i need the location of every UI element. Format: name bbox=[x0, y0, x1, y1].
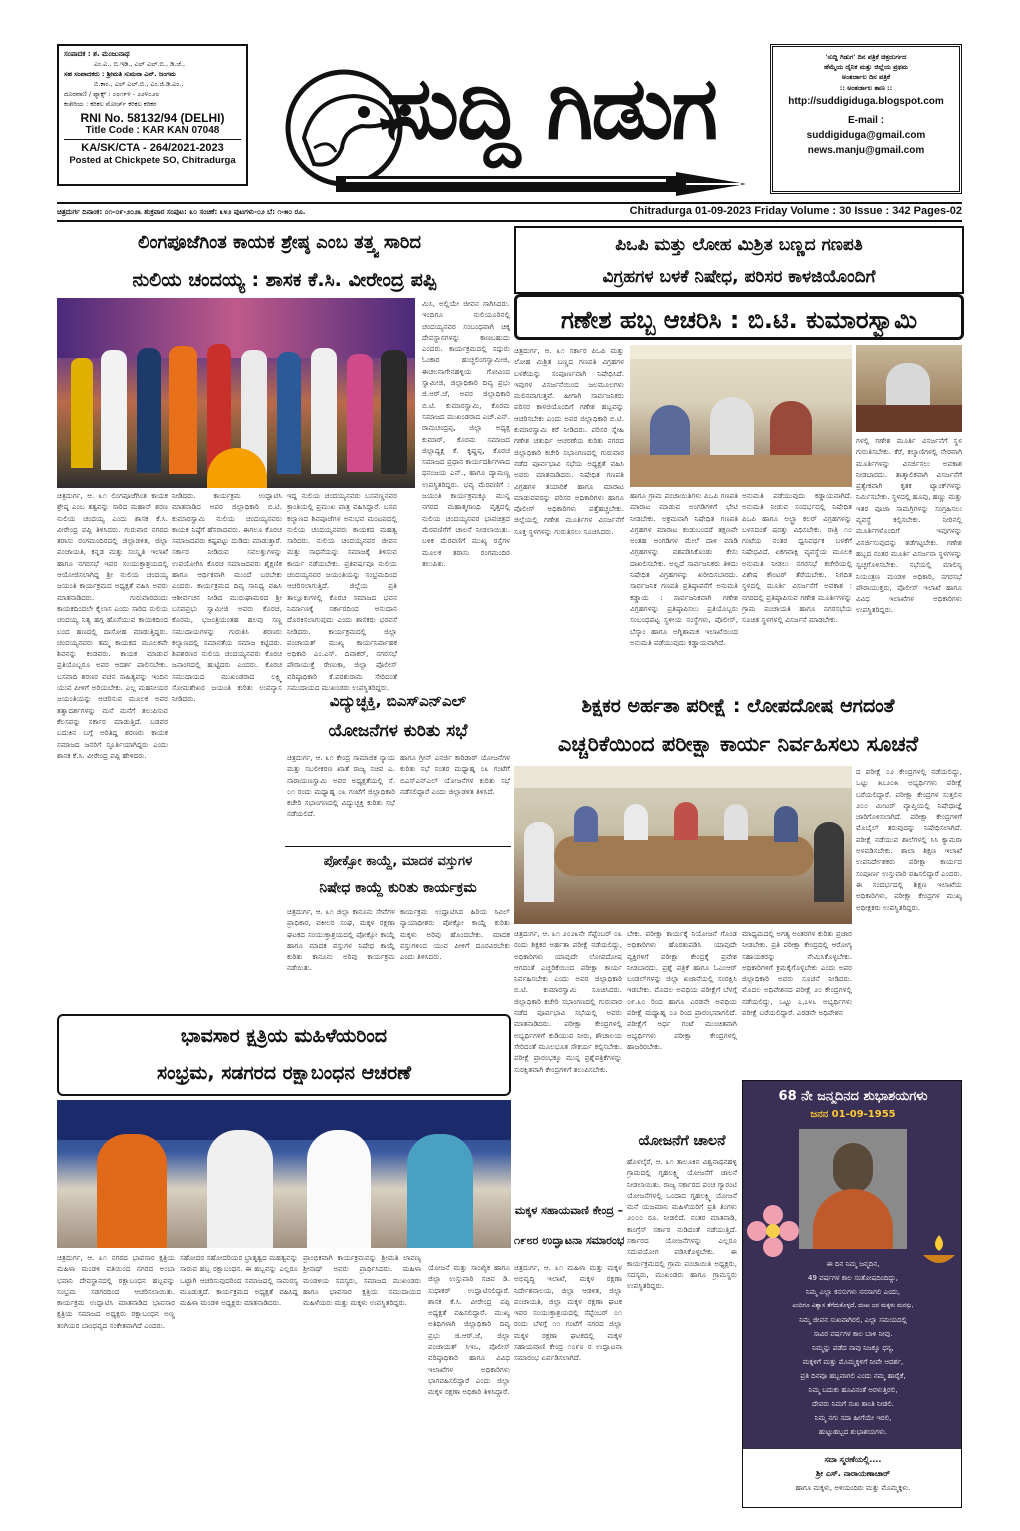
a5-col3-text: ಪ್ರಾಂಭಿಕವಾಗಿ ಕಾರ್ಯಕ್ರಮವನ್ನು ಶ್ರೀಮತಿ ಲಾವಣ್ಯ ಶ್ರೀನಾಥ್ ಅವರು ಪ್ರಾರ್ಥಿಸಿದರು. ಮಹಿಳಾ ಮಂಡಳಿಯ ಸದಸ್ಯರು, ಸಮಾಜದ ಮುಖಂಡರು ಹಾಗೂ ಭಾವಸಾರ ಕ್ಷತ್ರಿಯ ಸಮುದಾಯದ ಮಹಿಳೆಯರು ಮತ್ತು ಮಕ್ಕಳು ಉಪಸ್ಥಿತರಿದ್ದರು. bbox=[303, 1253, 421, 1308]
a4-headline-1: ಪೋಕ್ಸೋ ಕಾಯ್ದೆ, ಮಾದಕ ವಸ್ತುಗಳ bbox=[323, 854, 473, 869]
rni-number: RNI No. 58132/94 (DELHI) bbox=[80, 111, 225, 125]
wisher-family: ಹಾಗೂ ಮಕ್ಕಳು, ಅಳಿಯಂದಿರು ಮತ್ತು ಮೊಮ್ಮಕ್ಕಳು. bbox=[795, 1484, 911, 1492]
masthead-left-line: ಕಚೇರಿಯ : ಕರಿಕಲ ಮೋರ್ಚ್ ಕರಿಕಲ ಕರಿಕರ bbox=[64, 100, 157, 108]
a1-col3-text: ಇದ್ದ ನುಲಿಯ ಚಂದಯ್ಯನವರು ಬಸವಣ್ಣನವರ ಕ್ರಾಂತಿಯಲ್ಲಿ ಪ್ರಮುಖ ಪಾತ್ರ ವಹಿಸಿದ್ದಾರೆ. ಬಸವ ಕಲ್ಯಾಣದ ಶಿವಪೂಜೆಗಳ ಅನುಭವ ಮಂಟಪದಲ್ಲಿ ನುಲಿಯ ಚಂದಯ್ಯನವರು ಕಾಯಕದ ಮಹತ್ವ ಸಾರಿದರು. ನುಲಿಯ ಚಂದಯ್ಯನವರ ಜೀವನ ಮತ್ತು ಸಾಧನೆಯನ್ನು ಸಮಾಜಕ್ಕೆ ತಿಳಿಸುವ ಕಾರ್ಯ ನಡೆಯಬೇಕು. ಪ್ರತಿವರ್ಷವೂ ನುಲಿಯ ಚಂದಯ್ಯನವರ ಜಯಂತಿಯನ್ನು ಸಂಭ್ರಮದಿಂದ ಆಚರಿಸಲಾಗುತ್ತಿದೆ. ಜಿಲ್ಲೆಯ ಪ್ರತಿ ತಾಲ್ಲೂಕುಗಳಲ್ಲಿ ಕೊರಚ ಸಮಾಜದ ಭವನ ನಿರ್ಮಾಣಕ್ಕೆ ಸರ್ಕಾರದಿಂದ ಅನುದಾನ ದೊರಕಿಸಲಾಗುವುದು ಎಂದು ಶಾಸಕರು ಭರವಸೆ ನೀಡಿದರು. ಕಾರ್ಯಕ್ರಮದಲ್ಲಿ ಜಿಲ್ಲಾ ಪಂಚಾಯತ್ ಮುಖ್ಯ ಕಾರ್ಯನಿರ್ವಾಹಕ ಅಧಿಕಾರಿ ಎಂ.ಎಸ್. ದಿವಾಕರ್, ನಗರಸಭೆ ಪೌರಾಯುಕ್ತೆ ರೇಣುಕಾ, ಜಿಲ್ಲಾ ಪೊಲೀಸ್ ವರಿಷ್ಠಾಧಿಕಾರಿ ಕೆ.ಪರಶುರಾಮ ಸೇರಿದಂತೆ ಸಮುದಾಯದ ಮುಖಂಡರು ಉಪಸ್ಥಿತರಿದ್ದರು. bbox=[287, 491, 397, 693]
a6-headline-1: ಶಿಕ್ಷಕರ ಅರ್ಹತಾ ಪರೀಕ್ಷೆ : ಲೋಪದೋಷ ಆಗದಂತೆ bbox=[581, 695, 895, 717]
a8-headline-2: ೧೯೮ರ ಉದ್ಘಾಟನಾ ಸಮಾರಂಭ bbox=[514, 1234, 624, 1247]
a8-headline-1: ಮಕ್ಕಳ ಸಹಾಯವಾಣಿ ಕೇಂದ್ರ – bbox=[514, 1204, 624, 1217]
a2-col4-text: ಗಳಲ್ಲಿ ಗಣೇಶ ಮೂರ್ತಿ ವಿಸರ್ಜನೆಗೆ ಸ್ಥಳ ಗುರುತಿಸಬೇಕು. ಕೆರೆ, ಕಲ್ಯಾಣಿಗಳಲ್ಲಿ ನೇರವಾಗಿ ಮೂರ್ತಿಗಳನ್ನು ವಿಸರ್ಜಿಸಲು ಅವಕಾಶ ನೀಡಬಾರದು. ತಾತ್ಕಾಲಿಕವಾಗಿ ವಿಸರ್ಜನೆಗೆ ಪ್ರತ್ಯೇಕವಾಗಿ ಕೃತಕ ಟ್ಯಾಂಕ್‌ಗಳನ್ನು ನಿರ್ಮಿಸಬೇಕು. ಸ್ಥಳದಲ್ಲಿ ಹೂವು, ಹಣ್ಣು ಮತ್ತು ಇತರ ಪೂಜಾ ಸಾಮಗ್ರಿಗಳನ್ನು ಸಂಗ್ರಹಿಸಲು ವ್ಯವಸ್ಥೆ ಕಲ್ಪಿಸಬೇಕು. ನೀರಿನಲ್ಲಿ ಮೂರ್ತಿಗಳೊಂದಿಗೆ ಇವುಗಳನ್ನು ವಿಸರ್ಜಿಸುವುದನ್ನು ತಡೆಗಟ್ಟಬೇಕು. ಗಣೇಶ ಹಬ್ಬದ ನಂತರ ಮೂರ್ತಿ ವಿಸರ್ಜನಾ ಸ್ಥಳಗಳನ್ನು ಸ್ವಚ್ಛಗೊಳಿಸಬೇಕು. ಸಭೆಯಲ್ಲಿ ಮಾಲಿನ್ಯ ನಿಯಂತ್ರಣ ಮಂಡಳಿ ಅಧಿಕಾರಿ, ನಗರಸಭೆ ಪೌರಾಯುಕ್ತರು, ಪೊಲೀಸ್ ಇಲಾಖೆ ಹಾಗೂ ವಿವಿಧ ಇಲಾಖೆಗಳ ಅಧಿಕಾರಿಗಳು ಉಪಸ್ಥಿತರಿದ್ದರು. bbox=[856, 436, 962, 615]
masthead-left-line: ಎಂ.ಎ., ಬಿ.ಇಡಿ., ಎಲ್ ಎಲ್.ಬಿ., ಡಿ.ಜೆ., bbox=[94, 60, 186, 68]
masthead-left-line: ದೂರವಾಣಿ / ಫ್ಯಾಕ್ಸ್ : ೦೮೧೯೪ - ೨೨೪೦೨೮ bbox=[64, 90, 160, 98]
masthead-right-line: 'ಸುದ್ದಿ ಗಿಡುಗ' ದಿನ ಪತ್ರಿಕೆ ಚಿತ್ರದುರ್ಗದ bbox=[825, 53, 907, 61]
a8-col2-text: ಯೋಜನೆ ಮತ್ತು ಸಾಂಖ್ಯಿಕ ಹಾಗೂ ಜಿಲ್ಲಾ ಉಸ್ತುವಾರಿ ಸಚಿವ ಡಿ. ಸುಧಾಕರ್ ಉದ್ಘಾಟಿಸಲಿದ್ದಾರೆ. ಶಾಸಕ ಕೆ.ಸಿ. ವೀರೇಂದ್ರ ಪಪ್ಪಿ ಅಧ್ಯಕ್ಷತೆ ವಹಿಸಲಿದ್ದಾರೆ. ಮುಖ್ಯ ಅತಿಥಿಗಳಾಗಿ ಜಿಲ್ಲಾಧಿಕಾರಿ ದಿವ್ಯ ಪ್ರಭು ಜಿ.ಆರ್.ಜೆ, ಜಿಲ್ಲಾ ಪಂಚಾಯತ್ ಸಿಇಒ, ಪೊಲೀಸ್ ವರಿಷ್ಠಾಧಿಕಾರಿ ಹಾಗೂ ವಿವಿಧ ಇಲಾಖೆಗಳ ಅಧಿಕಾರಿಗಳು ಭಾಗವಹಿಸಲಿದ್ದಾರೆ ಎಂದು ಜಿಲ್ಲಾ ಮಕ್ಕಳ ರಕ್ಷಣಾ ಅಧಿಕಾರಿ ತಿಳಿಸಿದ್ದಾರೆ. bbox=[428, 1263, 510, 1397]
birthday-line: ಮಕ್ಕಳಿಗೆ ಮತ್ತು ಮೊಮ್ಮಕ್ಕಳಿಗೆ ನೀವೇ ಆದರ್ಶ, bbox=[802, 1358, 904, 1366]
birthday-line: ನಿಮ್ಮ ಬದುಕು ಹೂವಿನಂತೆ ಅರಳುತ್ತಿರಲಿ, bbox=[808, 1386, 898, 1394]
a2-headline-2: ವಿಗ್ರಹಗಳ ಬಳಕೆ ನಿಷೇಧ, ಪರಿಸರ ಕಾಳಜಿಯೊಂದಿಗೆ bbox=[514, 260, 964, 294]
a2-col2-text: ಹಾಗೂ ಗ್ರಾಮ ಪಂಚಾಯಿತಿಗಳು ಪಿಒಪಿ ಗಣಪತಿ ಮಾರಾಟ ಮಾಡುವ ಅಂಗಡಿಗಳಿಗೆ ಭೇಟಿ ನೀಡಬೇಕು. ಅಕ್ರಮವಾಗಿ ನಿಷೇಧಿತ ಗಣಪತಿ ವಿಗ್ರಹಗಳ ಮಾರಾಟ ಕಂಡುಬಂದರೆ ತಕ್ಷಣವೇ ಅಂತಹ ಅಂಗಡಿಗಳ ಮೇಲೆ ದಾಳಿ ಮಾಡಿ ವಿಗ್ರಹಗಳನ್ನು ವಶಪಡಿಸಿಕೊಂಡು ಕೇಸು ದಾಖಲಿಸಬೇಕು. ಅಲ್ಲದೆ ಸಾರ್ವಜನಿಕರು ತಿಳಿದು ನಿಷೇಧಿತ ವಿಗ್ರಹಗಳನ್ನು ಖರೀದಿಸಬಾರದು. ಸಾರ್ವಜನಿಕ ಗಣಪತಿ ಪ್ರತಿಷ್ಠಾಪನೆಗೆ ಅನುಮತಿ ಕಡ್ಡಾಯ : ಸಾರ್ವಜನಿಕವಾಗಿ ಗಣೇಶ ವಿಗ್ರಹಗಳನ್ನು ಪ್ರತಿಷ್ಠಾಪಿಸಲು ಪ್ರತಿಯೊಬ್ಬರು ಸಂಬಂಧಪಟ್ಟ ಸ್ಥಳೀಯ ಸಂಸ್ಥೆಗಳು, ಪೊಲೀಸ್, ಬೆಸ್ಕಾಂ ಹಾಗೂ ಅಗ್ನಿಶಾಮಕ ಇಲಾಖೆಯಿಂದ ಅನುಮತಿ ಪಡೆಯುವುದು ಕಡ್ಡಾಯವಾಗಿದೆ. bbox=[630, 491, 738, 647]
logo-title: ಸುದ್ದಿ ಗಿಡುಗ bbox=[386, 59, 717, 159]
a5-headline-2: ಸಂಭ್ರಮ, ಸಡಗರದ ರಕ್ಷಾಬಂಧನ ಆಚರಣೆ bbox=[156, 1062, 412, 1084]
pen-nib-icon bbox=[326, 166, 756, 202]
a6-col1-text: ಚಿತ್ರದುರ್ಗ, ಆ. ೩೧ ೨೦೨೩ನೇ ಸೆಪ್ಟೆಂಬರ್ ೦೩ ರಂದು ಶಿಕ್ಷಕರ ಅರ್ಹತಾ ಪರೀಕ್ಷೆ ನಡೆಯಲಿದ್ದು, ಅಧಿಕಾರಿಗಳು ಯಾವುದೇ ಲೋಪದೋಷ ಆಗದಂತೆ ಎಚ್ಚರಿಕೆಯಿಂದ ಪರೀಕ್ಷಾ ಕಾರ್ಯ ನಿರ್ವಹಿಸಬೇಕು ಎಂದು ಅಪರ ಜಿಲ್ಲಾಧಿಕಾರಿ ಬಿ.ಟಿ. ಕುಮಾರಸ್ವಾಮಿ ಸೂಚಿಸಿದರು. ಜಿಲ್ಲಾಧಿಕಾರಿ ಕಚೇರಿ ಸಭಾಂಗಣದಲ್ಲಿ ಗುರುವಾರ ನಡೆದ ಪೂರ್ವಭಾವಿ ಸಭೆಯಲ್ಲಿ ಅವರು ಮಾತನಾಡಿದರು. ಪರೀಕ್ಷಾ ಕೇಂದ್ರಗಳಲ್ಲಿ ಅಭ್ಯರ್ಥಿಗಳಿಗೆ ಕುಡಿಯುವ ನೀರು, ಶೌಚಾಲಯ ಸೇರಿದಂತೆ ಮೂಲಭೂತ ಸೌಕರ್ಯ ಕಲ್ಪಿಸಬೇಕು. ಪರೀಕ್ಷೆ ಪ್ರಾರಂಭಕ್ಕೂ ಮುನ್ನ ಪ್ರಶ್ನೆಪತ್ರಿಕೆಗಳನ್ನು ಸುರಕ್ಷಿತವಾಗಿ ಕೇಂದ್ರಗಳಿಗೆ ತಲುಪಿಸಬೇಕು. bbox=[514, 929, 622, 1074]
dateline-english: Chitradurga 01-09-2023 Friday Volume : 30 Issue : 342 Pages-02 bbox=[629, 205, 962, 217]
a4-headline-2: ನಿಷೇಧ ಕಾಯ್ದೆ ಕುರಿತು ಕಾರ್ಯಕ್ರಮ bbox=[319, 880, 477, 896]
a3-col1-text: ಚಿತ್ರದುರ್ಗ, ಆ. ೩೧ ಕೇಂದ್ರ ಸಾಮಾಜಿಕ ನ್ಯಾಯ ಮತ್ತು ಸಬಲೀಕರಣ ಖಾತೆ ರಾಜ್ಯ ಸಚಿವ ಎ. ನಾರಾಯಣಸ್ವಾಮಿ ಅವರ ಅಧ್ಯಕ್ಷತೆಯಲ್ಲಿ ಸೆ. ೦೧ ರಂದು ಮಧ್ಯಾಹ್ನ ೦೩ ಗಂಟೆಗೆ ಜಿಲ್ಲಾಧಿಕಾರಿ ಕಚೇರಿ ಸಭಾಂಗಣದಲ್ಲಿ ವಿದ್ಯುಚ್ಛಕ್ತಿ ಕುರಿತು ಸಭೆ ನಡೆಯಲಿದೆ. bbox=[287, 753, 395, 819]
birthday-line: ಸಾವಿರ ವರ್ಷಗಳ ಕಾಲ ಬಾಳಿ ನೀವು. bbox=[813, 1330, 893, 1338]
a5-photo bbox=[57, 1100, 511, 1248]
birthday-ad-footer bbox=[743, 1449, 962, 1508]
a1-col1-text: ಚಿತ್ರದುರ್ಗ, ಆ. ೩೧ ಲಿಂಗಪೂಜೆಗಿಂತ ಕಾಯಕ ಶ್ರೇಷ್ಠ ಎಂಬ ತತ್ವವನ್ನು ಸಾರಿದ ಮಹಾನ್ ಶರಣ ನುಲಿಯ ಚಂದಯ್ಯ ಎಂದು ಶಾಸಕ ಕೆ.ಸಿ. ವೀರೇಂದ್ರ ಪಪ್ಪಿ ತಿಳಿಸಿದರು. ಗುರುವಾರ ನಗರದ ತರಾಸು ರಂಗಮಂದಿರದಲ್ಲಿ ಜಿಲ್ಲಾಡಳಿತ, ಜಿಲ್ಲಾ ಪಂಚಾಯತಿ, ಕನ್ನಡ ಮತ್ತು ಸಂಸ್ಕೃತಿ ಇಲಾಖೆ ಹಾಗೂ ನಗರಸಭೆ ಇವರ ಸಂಯುಕ್ತಾಶ್ರಯದಲ್ಲಿ ಆಯೋಜಿಸಲಾಗಿದ್ದ ಶ್ರೀ ನುಲಿಯ ಚಂದಯ್ಯ ಜಯಂತಿ ಕಾರ್ಯಕ್ರಮದ ಅಧ್ಯಕ್ಷತೆ ವಹಿಸಿ ಅವರು ಮಾತನಾಡಿದರು. ಗುರುವಾರದಂದು ಕಾಯಕದಿಂದಲೇ ಕೈಲಾಸ ಎಂದು ಸಾರಿದ ನುಲಿಯ ಚಂದಯ್ಯ ನಿತ್ಯ ಹಗ್ಗ ಹೊಸೆಯುವ ಕಾಯಕದಿಂದ ಬಂದ ಹಣದಲ್ಲಿ ದಾಸೋಹ ಮಾಡುತ್ತಿದ್ದರು. ಚಂದಯ್ಯನವರು ತಮ್ಮ ಕಾಯಕದ ಮೂಲಕವೇ ಶಿವನನ್ನು ಕಂಡವರು. ಕಾಯಕ ಮಾಡುವ ಪ್ರತಿಯೊಬ್ಬರೂ ಅವರ ಆದರ್ಶ ಪಾಲಿಸಬೇಕು. ಬಸವಾದಿ ಶರಣರ ವಚನ ಸಾಹಿತ್ಯವನ್ನು ಇಂದಿನ ಯುವ ಪೀಳಿಗೆ ಅರಿಯಬೇಕು. ಎಲ್ಲ ಮಹನೀಯರ ಜಯಂತಿಯನ್ನು ಆಚರಿಸುವ ಮೂಲಕ ಅವರ ತತ್ವಾದರ್ಶಗಳನ್ನು ಮನೆ ಮನೆಗೆ ತಲುಪಿಸುವ ಕೆಲಸವನ್ನು ಸರ್ಕಾರ ಮಾಡುತ್ತಿದೆ. ಬಡವರ ಬದುಕಿನ ಬಗ್ಗೆ ಅರಿತಿದ್ದ ಶರಣರು ಕಾಯಕ ಸಮಾಜದ ಜನರಿಗೆ ಸ್ಫೂರ್ತಿಯಾಗಿದ್ದರು ಎಂದು ಶಾಸಕ ಕೆ.ಸಿ. ವೀರೇಂದ್ರ ಪಪ್ಪಿ ಹೇಳಿದರು. bbox=[57, 491, 168, 760]
flower-icon bbox=[743, 1201, 803, 1261]
masthead-right-box bbox=[770, 44, 962, 194]
a2-headline-1: ಪಿಒಪಿ ಮತ್ತು ಲೋಹ ಮಿಶ್ರಿತ ಬಣ್ಣದ ಗಣಪತಿ bbox=[514, 226, 964, 260]
email-label: E-mail : bbox=[847, 115, 885, 126]
birthday-ad-date: ಜನನ 01-09-1955 bbox=[810, 1109, 896, 1120]
a5-headline-box bbox=[57, 1014, 511, 1096]
birthday-ad-title: 68 ನೇ ಜನ್ಮದಿನದ ಶುಭಾಶಯಗಳು bbox=[778, 1089, 928, 1104]
a7-headline: ಯೋಜನೆಗೆ ಚಾಲನೆ bbox=[638, 1133, 726, 1149]
masthead-left-line: ಬಿ.ಕಾಂ., ಎಲ್ ಎಲ್.ಬಿ., ಎಂ.ಜಿ.ಡಿ.ಎಂ., bbox=[94, 80, 184, 88]
rule bbox=[285, 846, 511, 847]
birthday-line: ನಿಮ್ಮ ಎಲ್ಲಾ ಕನಸುಗಳು ನನಸಾಗಲಿ ಎಂದು, bbox=[805, 1288, 901, 1296]
birthday-ad bbox=[742, 1080, 962, 1508]
a1-headline-2: ನುಲಿಯ ಚಂದಯ್ಯ : ಶಾಸಕ ಕೆ.ಸಿ. ವೀರೇಂದ್ರ ಪಪ್ಪಿ bbox=[132, 269, 437, 291]
birthday-line: ಪ್ರತಿ ದಿನವೂ ಹಬ್ಬವಾಗಲಿ ಎಂದು ನಮ್ಮ ಹಾರೈಕೆ, bbox=[800, 1372, 906, 1380]
a5-col2-text: ಸಹೋದರ ಸಹೋದರಿಯರ ಭ್ರಾತೃತ್ವದ ಮಹತ್ವವನ್ನು ಸಾರುವ ಹಬ್ಬ ರಕ್ಷಾಬಂಧನ. ಈ ಹಬ್ಬವನ್ನು ಎಲ್ಲರೂ ಒಟ್ಟಾಗಿ ಆಚರಿಸುವುದರಿಂದ ಸಮಾಜದಲ್ಲಿ ಸಾಮರಸ್ಯ ಮೂಡುತ್ತದೆ. ಕಾರ್ಯಕ್ರಮದ ಅಧ್ಯಕ್ಷತೆ ವಹಿಸಿದ್ದ ಮಹಿಳಾ ಮಂಡಳಿ ಅಧ್ಯಕ್ಷರು ಮಾತನಾಡಿದರು. bbox=[180, 1253, 298, 1308]
masthead-right-line: ಅಂತರ್ಜಾಲ ದಿನ ಪತ್ರಿಕೆ bbox=[841, 73, 891, 81]
a2-col1-text: ಚಿತ್ರದುರ್ಗ, ಆ. ೩೧ ಸರ್ಕಾರ ಪಿಒಪಿ ಮತ್ತು ಲೋಹ ಮಿಶ್ರಿತ ಬಣ್ಣದ ಗಣಪತಿ ವಿಗ್ರಹಗಳ ಬಳಕೆಯನ್ನು ಸಂಪೂರ್ಣವಾಗಿ ನಿಷೇಧಿಸಿದೆ. ಇವುಗಳ ವಿಸರ್ಜನೆಯಿಂದ ಜಲಮೂಲಗಳು ಮಲಿನವಾಗುತ್ತವೆ. ಹೀಗಾಗಿ ಸಾರ್ವಜನಿಕರು ಪರಿಸರ ಕಾಳಜಿಯೊಂದಿಗೆ ಗಣೇಶ ಹಬ್ಬವನ್ನು ಆಚರಿಸಬೇಕು ಎಂದು ಅಪರ ಜಿಲ್ಲಾಧಿಕಾರಿ ಬಿ.ಟಿ. ಕುಮಾರಸ್ವಾಮಿ ಕರೆ ನೀಡಿದರು. ಪರಿಸರ ಸ್ನೇಹಿ ಗಣೇಶ ಚತುರ್ಥಿ ಆಚರಣೆಯ ಕುರಿತು ನಗರದ ಜಿಲ್ಲಾಧಿಕಾರಿ ಕಚೇರಿ ಸಭಾಂಗಣದಲ್ಲಿ ಗುರುವಾರ ನಡೆದ ಪೂರ್ವಭಾವಿ ಸಭೆಯ ಅಧ್ಯಕ್ಷತೆ ವಹಿಸಿ ಅವರು ಮಾತನಾಡಿದರು. ನಿಷೇಧಿತ ಗಣಪತಿ ವಿಗ್ರಹಗಳ ತಯಾರಿಕೆ ಹಾಗೂ ಮಾರಾಟ ಮಾಡುವವರನ್ನು ಪರಿಸರ ಅಧಿಕಾರಿಗಳು ಹಾಗೂ ಪೊಲೀಸ್ ಅಧಿಕಾರಿಗಳು ಪತ್ತೆಹಚ್ಚಬೇಕು. ಜಿಲ್ಲೆಯಲ್ಲಿ ಗಣೇಶ ಮೂರ್ತಿಗಳ ವಿಸರ್ಜನೆಗೆ ಸೂಕ್ತ ಸ್ಥಳಗಳನ್ನು ಗುರುತಿಸಲು ಸೂಚಿಸಿದರು. bbox=[514, 346, 624, 536]
email-link[interactable]: news.manju@gmail.com bbox=[807, 145, 925, 156]
a5-headline-1: ಭಾವಸಾರ ಕ್ಷತ್ರಿಯ ಮಹಿಳೆಯರಿಂದ bbox=[180, 1025, 388, 1047]
wisher-label: ಸದಾ ಸ್ಮರಣೆಯಲ್ಲಿ.... bbox=[824, 1455, 882, 1464]
a2-headline-3: ಗಣೇಶ ಹಬ್ಬ ಆಚರಿಸಿ : ಬಿ.ಟಿ. ಕುಮಾರಸ್ವಾಮಿ bbox=[514, 294, 964, 340]
birthday-line: ನಿಮ್ಮನ್ನು ಪಡೆದ ನಾವು ನಿಜಕ್ಕೂ ಧನ್ಯ, bbox=[812, 1344, 894, 1352]
a2-photo-meeting bbox=[630, 345, 852, 487]
a2-headline-block bbox=[514, 226, 964, 346]
a8-col1-text: ಚಿತ್ರದುರ್ಗ, ಆ. ೩೧ ಮಹಿಳಾ ಮತ್ತು ಮಕ್ಕಳ ಅಭಿವೃದ್ಧಿ ಇಲಾಖೆ, ಮಕ್ಕಳ ರಕ್ಷಣಾ ನಿರ್ದೇಶನಾಲಯ, ಜಿಲ್ಲಾ ಆಡಳಿತ, ಜಿಲ್ಲಾ ಪಂಚಾಯತಿ, ಜಿಲ್ಲಾ ಮಕ್ಕಳ ರಕ್ಷಣಾ ಘಟಕ ಇವರ ಸಂಯುಕ್ತಾಶ್ರಯದಲ್ಲಿ ಸೆಪ್ಟೆಂಬರ್ ೦೧ ರಂದು ಬೆಳಗ್ಗೆ ೧೧ ಗಂಟೆಗೆ ನಗರದ ಜಿಲ್ಲಾ ಮಕ್ಕಳ ರಕ್ಷಣಾ ಘಟಕದಲ್ಲಿ ಮಕ್ಕಳ ಸಹಾಯವಾಣಿ ಕೇಂದ್ರ ೧೦೯೮ ರ ಉದ್ಘಾಟನಾ ಸಮಾರಂಭ ಏರ್ಪಡಿಸಲಾಗಿದೆ. bbox=[514, 1263, 622, 1363]
a3-col2-text: ಹಾಗೂ ಗ್ರೀನ್ ಎನರ್ಜಿ ಕಾರಿಡಾರ್ ಯೋಜನೆಗಳ ಕುರಿತು ಸಭೆ ನಂತರ ಮಧ್ಯಾಹ್ನ ೦೩ ಗಂಟೆಗೆ ಬಿಎಸ್‌ಎನ್‌ಎಲ್ ಯೋಜನೆಗಳ ಕುರಿತು ಸಭೆ ನಡೆಸಲಿದ್ದಾರೆ ಎಂದು ಜಿಲ್ಲಾಡಳಿತ ತಿಳಿಸಿದೆ. bbox=[400, 753, 510, 796]
birthday-line: ನಿಮ್ಮ ಜೀವನ ಸುಖವಾಗಿರಲಿ, ಎಲ್ಲಾ ಸಮಯದಲ್ಲಿ bbox=[799, 1316, 907, 1324]
a3-headline-1: ವಿದ್ಯುಚ್ಛಕ್ತಿ, ಬಿಎಸ್‌ಎನ್‌ಎಲ್ bbox=[329, 692, 467, 710]
dateline-rule bbox=[57, 220, 962, 222]
birthday-line: ದೇವರು ನಿಮಗೆ ಸುಖ ಶಾಂತಿ ನೀಡಲಿ. bbox=[812, 1400, 894, 1408]
posted-at: Posted at Chickpete SO, Chitradurga bbox=[69, 155, 236, 166]
a4-col1-text: ಚಿತ್ರದುರ್ಗ, ಆ. ೩೧ ಜಿಲ್ಲಾ ಕಾನೂನು ಸೇವೆಗಳ ಪ್ರಾಧಿಕಾರ, ವಕೀಲರ ಸಂಘ, ಮಕ್ಕಳ ರಕ್ಷಣಾ ಘಟಕದ ಸಂಯುಕ್ತಾಶ್ರಯದಲ್ಲಿ ಪೋಕ್ಸೋ ಕಾಯ್ದೆ ಹಾಗೂ ಮಾದಕ ವಸ್ತುಗಳ ನಿಷೇಧ ಕಾಯ್ದೆ ಕುರಿತು ಕಾನೂನು ಅರಿವು ಕಾರ್ಯಕ್ರಮ ನಡೆಯಿತು. bbox=[287, 907, 395, 973]
postal-registration: KA/SK/CTA - 264/2021-2023 bbox=[81, 142, 224, 154]
masthead-left-line: ಸಹ ಸಂಪಾದಕರು : ಶ್ರೀಮತಿ ಸುಮನಾ ಎನ್. ಜಂಗಮ bbox=[64, 70, 176, 78]
title-code: Title Code : KAR KAN 07048 bbox=[85, 125, 220, 136]
a4-col2-text: ಕಾರ್ಯಕ್ರಮ ಉದ್ಘಾಟಿಸಿದ ಹಿರಿಯ ಸಿವಿಲ್ ನ್ಯಾಯಾಧೀಶರು ಪೋಕ್ಸೋ ಕಾಯ್ದೆ ಕುರಿತು ಮಕ್ಕಳು ಅರಿವು ಹೊಂದಬೇಕು. ಮಾದಕ ವಸ್ತುಗಳಿಂದ ಯುವ ಪೀಳಿಗೆ ದೂರವಿರಬೇಕು ಎಂದು ತಿಳಿಸಿದರು. bbox=[400, 907, 510, 962]
a6-col2-text: ಬೇಕು. ಪರೀಕ್ಷಾ ಕಾರ್ಯಕ್ಕೆ ನಿಯೋಜನೆ ಗೊಂಡ ಅಧಿಕಾರಿಗಳು ಹೊರತುಪಡಿಸಿ ಯಾವುದೇ ವ್ಯಕ್ತಿಗಳಿಗೆ ಪರೀಕ್ಷಾ ಕೇಂದ್ರಕ್ಕೆ ಪ್ರವೇಶ ನೀಡಬಾರದು. ಪ್ರಶ್ನೆ ಪತ್ರಿಕೆ ಹಾಗೂ ಓಎಂಆರ್ ಬಂಡಲ್‌ಗಳನ್ನು ಜಿಲ್ಲಾ ಖಜಾನೆಯಲ್ಲಿ ಸಂರಕ್ಷಿಸಿ ಇಡಬೇಕು. ಮೊದಲ ಅವಧಿಯ ಪರೀಕ್ಷೆಗೆ ಬೆಳಗ್ಗೆ ೦೯.೩೦ ರಿಂದ ಹಾಗೂ ಎರಡನೇ ಅವಧಿಯ ಪರೀಕ್ಷೆ ಮಧ್ಯಾಹ್ನ ೦೨ ರಿಂದ ಪ್ರಾರಂಭವಾಗಲಿದೆ. ಪರೀಕ್ಷೆಗೆ ಅರ್ಧ ಗಂಟೆ ಮುಂಚಿತವಾಗಿ ಅಭ್ಯರ್ಥಿಗಳು ಪರೀಕ್ಷಾ ಕೇಂದ್ರಗಳಲ್ಲಿ ಹಾಜರಿರಬೇಕು. bbox=[627, 929, 737, 1051]
a6-side-text: ದ ಪರೀಕ್ಷೆ ೦೨ ಕೇಂದ್ರಗಳಲ್ಲಿ ನಡೆಯಲಿದ್ದು, ಒಟ್ಟು ೫೭೨೦೫ ಅಭ್ಯರ್ಥಿಗಳು ಪರೀಕ್ಷೆ ಬರೆಯಲಿದ್ದಾರೆ. ಪರೀಕ್ಷಾ ಕೇಂದ್ರಗಳ ಸುತ್ತಲಿನ ೨೦೦ ಮೀಟರ್ ವ್ಯಾಪ್ತಿಯಲ್ಲಿ ನಿಷೇಧಾಜ್ಞೆ ಜಾರಿಗೊಳಿಸಲಾಗಿದೆ. ಪರೀಕ್ಷಾ ಕೇಂದ್ರಗಳಿಗೆ ಮೊಬೈಲ್ ತರುವುದನ್ನು ನಿಷೇಧಿಸಲಾಗಿದೆ. ಪರೀಕ್ಷೆ ನಡೆಯುವ ಶಾಲೆಗಳಲ್ಲಿ ಸಿಸಿ ಕ್ಯಾಮರಾ ಅಳವಡಿಸಬೇಕು. ಶಾಲಾ ಶಿಕ್ಷಣ ಇಲಾಖೆ ಉಪನಿರ್ದೇಶಕರು ಪರೀಕ್ಷಾ ಕಾರ್ಯದ ಸಂಪೂರ್ಣ ಉಸ್ತುವಾರಿ ವಹಿಸಲಿದ್ದಾರೆ ಎಂದರು. ಈ ಸಂದರ್ಭದಲ್ಲಿ ಶಿಕ್ಷಣ ಇಲಾಖೆಯ ಅಧಿಕಾರಿಗಳು, ಪರೀಕ್ಷಾ ಕೇಂದ್ರಗಳ ಮುಖ್ಯ ಅಧೀಕ್ಷಕರು ಉಪಸ್ಥಿತರಿದ್ದರು. bbox=[856, 767, 962, 912]
a1-top-right-text: ಮಿಸಿ, ಅಲ್ಲಿಯೇ ಜೀವನ ಸಾಗಿಸಿದರು. ಇಂದಿಗೂ ನುಲಿಯೂರಿನಲ್ಲಿ ಚಂದಯ್ಯನವರ ಸಂಬಂಧವಾಗಿ ಚಿಕ್ಕ ದೇವಸ್ಥಾನಗಳನ್ನು ಕಾಣಬಹುದು ಎಂದರು. ಕಾರ್ಯಕ್ರಮದಲ್ಲಿ ಸದ್ಗುರು ಓಂಕಾರ ಹುಚ್ಚಲಿಂಗಸ್ವಾಮೀಜಿ, ಈಚಲನಾಗೇನಹಳ್ಳಿಯ ಗೋವಿಂದ ಸ್ವಾಮೀಜಿ, ಜಿಲ್ಲಾಧಿಕಾರಿ ದಿವ್ಯ ಪ್ರಭು ಜಿ.ಆರ್.ಜೆ, ಅಪರ ಜಿಲ್ಲಾಧಿಕಾರಿ ಬಿ.ಟಿ. ಕುಮಾರಸ್ವಾಮಿ, ಕೊರಮ ಸಮಾಜದ ಮುಖಂಡರಾದ ಎಚ್.ಎನ್. ರಾಮಚಂದ್ರಪ್ಪ, ಜಿಲ್ಲಾ ಅಧ್ಯಕ್ಷ ಕುಮಾರ್, ಕೊರಮ ಸಮಾಜದ ಜಿಲ್ಲಾಧ್ಯಕ್ಷ ಕೆ. ಕೃಷ್ಣಪ್ಪ, ಕೊರಚ ಸಮಾಜದ ಪ್ರಧಾನ ಕಾರ್ಯದರ್ಶಿಗಳಾದ ಧನಂಜಯ ಎನ್., ಹಾಗೂ ದ್ಯಾಮಣ್ಣ ಉಪಸ್ಥಿತರಿದ್ದರು. ಭವ್ಯ ಮೆರವಣಿಗೆ : ಜಯಂತಿ ಕಾರ್ಯಕ್ರಮಕ್ಕೂ ಮುನ್ನ ನಗರದ ಮಹಾತ್ಮಗಾಂಧಿ ವೃತ್ತದಲ್ಲಿ ನುಲಿಯ ಚಂದಯ್ಯನವರ ಭಾವಚಿತ್ರದ ಮೆರವಣಿಗೆಗೆ ಚಾಲನೆ ನೀಡಲಾಯಿತು. ಬಳಿಕ ಮೆರವಣಿಗೆ ಮುಖ್ಯ ರಸ್ತೆಗಳ ಮೂಲಕ ತರಾಸು ರಂಗಮಂದಿರ ತಲುಪಿತು. bbox=[422, 299, 510, 568]
birthday-line: ಎಂದಿಗೂ ವಿಶ್ವಾಸ ತೆಗೆದುಕೊಳ್ಳದೆ, ದುಃಖ ಜನ ಮಕ್ಕಳು ಮನಸ್ಸು, bbox=[792, 1302, 914, 1309]
masthead-right-line: :: ಅಂತರ್ಜಾಲ ತಾಣ :: bbox=[839, 84, 893, 92]
a1-headline-1: ಲಿಂಗಪೂಜೆಗಿಂತ ಕಾಯಕ ಶ್ರೇಷ್ಠ ಎಂಬ ತತ್ತ್ವ ಸಾರಿದ bbox=[138, 232, 421, 253]
a1-photo bbox=[57, 298, 415, 488]
a6-photo bbox=[514, 766, 852, 924]
a1-col2-text: ನೀಡಿದರು. ಕಾರ್ಯಕ್ರಮ ಉದ್ಘಾಟಿಸಿ ಮಾತನಾಡಿದ ಅಪರ ಜಿಲ್ಲಾಧಿಕಾರಿ ಬಿ.ಟಿ. ಕುಮಾರಸ್ವಾಮಿ ನುಲಿಯ ಚಂದಯ್ಯನವರು ಕಾಯಕ ನಿಷ್ಠೆಗೆ ಹೆಸರಾದವರು. ಈಗಲೂ ಕೊರಚ ಸಮಾಜದವರು ಕಷ್ಟಪಟ್ಟು ದುಡಿದು ಮಾಡುತ್ತಾರೆ. ಸರ್ಕಾರ ನೀಡಿರುವ ಸವಲತ್ತುಗಳನ್ನು ಉಪಯೋಗಿಸಿ ಕೊರಚ ಸಮಾಜದವರು ಶೈಕ್ಷಣಿಕ ಹಾಗೂ ಆರ್ಥಿಕವಾಗಿ ಮುಂದೆ ಬರಬೇಕು ಎಂದರು. ಕಾರ್ಯಕ್ರಮದ ದಿವ್ಯ ಸಾನಿಧ್ಯ ವಹಿಸಿ ಆಶೀರ್ವಚನ ನೀಡಿದ ಮುರುಘಾಮಠದ ಶ್ರೀ ಬಸವಪ್ರಭು ಸ್ವಾಮೀಜಿ ಅವರು ಕೊರಚ, ಕೊರಮ, ಭಜಂತ್ರಿಯಂತಹ ಹಲವು ಸಣ್ಣ ಸಮುದಾಯಗಳನ್ನು ಗುರುತಿಸಿ ಶರಣರು ಕಲ್ಯಾಣದಲ್ಲಿ ಸಮಾನತೆಯ ಸಮಾಜ ಕಟ್ಟಿದರು. ಶಿವಶರಣರ ನುಲಿಯ ಚಂದಯ್ಯನವರು ಕೊರಚ ಜನಾಂಗದಲ್ಲಿ ಹುಟ್ಟಿದರು ಎಂದರು. ಕೊರಚ ಸಮುದಾಯದ ಮುಖಂಡರಾದ ಲಕ್ಷ್ಮಿ ಸೋಮಶೇಖರ ಜಯಂತಿ ಕುರಿತು ಉಪನ್ಯಾಸ ನೀಡಿದರು. bbox=[172, 491, 282, 704]
a5-col1-text: ಚಿತ್ರದುರ್ಗ, ಆ. ೩೧ ನಗರದ ಭಾವಸಾರ ಕ್ಷತ್ರಿಯ ಮಹಿಳಾ ಮಂಡಳಿ ವತಿಯಿಂದ ನಗರದ ಅಂಬಾ ಭವಾನಿ ದೇವಸ್ಥಾನದಲ್ಲಿ ರಕ್ಷಾಬಂಧನ ಹಬ್ಬವನ್ನು ಸಂಭ್ರಮ ಸಡಗರದಿಂದ ಆಚರಿಸಲಾಯಿತು. ಕಾರ್ಯಕ್ರಮ ಉದ್ಘಾಟಿಸಿ ಮಾತನಾಡಿದ ಭಾವಸಾರ ಕ್ಷತ್ರಿಯ ಸಮಾಜದ ಅಧ್ಯಕ್ಷರು ರಕ್ಷಾಬಂಧನ ಅಣ್ಣ ತಂಗಿಯರ ಬಾಂಧವ್ಯದ ಸಂಕೇತವಾಗಿದೆ ಎಂದರು. bbox=[57, 1253, 175, 1330]
dateline-kannada: ಚಿತ್ರದುರ್ಗ ದಿನಾಂಕ: ೦೧-೦೯-೨೦೨೩ ಶುಕ್ರವಾರ ಸಂಪುಟ: ೩೦ ಸಂಚಿಕೆ: ೩೪೨ ಪುಟಗಳು-೦೨ ಬೆ: ೧-೫೦ ರೂ. bbox=[57, 208, 306, 216]
birthday-line: 49 ವರ್ಷಗಳ ಕಾಲ ಸಂತೋಷದಿಂದಿದ್ದು, bbox=[807, 1274, 898, 1282]
masthead-left-line: ಸಂಪಾದಕ : ಶ. ಮಂಜುನಾಥ bbox=[64, 50, 130, 58]
birthday-line: ಈ ದಿನ ನಿಮ್ಮ ಜನ್ಮದಿನ, bbox=[826, 1260, 880, 1268]
masthead-right-line: ಹೆಮ್ಮೆಯ ದೈನಿಕ ಮತ್ತು ಜಿಲ್ಲೆಯ ಪ್ರಥಮ bbox=[824, 63, 908, 71]
a2-photo-officer bbox=[856, 345, 962, 432]
newspaper-logo bbox=[256, 38, 762, 203]
a2-col3-text: ಅನುಮತಿ ಪಡೆಯುವುದು ಕಡ್ಡಾಯವಾಗಿದೆ. ಅನುಮತಿ ನೀಡುವ ಸಂದರ್ಭದಲ್ಲಿ ನಿಷೇಧಿತ ಪಿಒಪಿ ಹಾಗೂ ಅಲ್ಟ್ರಾ ಕಲರ್ ವಿಗ್ರಹಗಳನ್ನು ಬಳಸದಂತೆ ಷರತ್ತು ವಿಧಿಸಬೇಕು. ರಾತ್ರಿ ೧೦ ಗಂಟೆಯ ನಂತರ ಧ್ವನಿವರ್ಧಕ ಬಳಕೆಗೆ ನಿಷೇಧವಿದೆ. ಏಕಗವಾಕ್ಷಿ ವ್ಯವಸ್ಥೆಯ ಮೂಲಕ ಅನುಮತಿ ನೀಡಲು ನಗರಸಭೆ ಕಚೇರಿಯಲ್ಲಿ ವಿಶೇಷ ಕೌಂಟರ್ ತೆರೆಯಬೇಕು. ನಿಗದಿತ ಸ್ಥಳದಲ್ಲಿ ಮೂರ್ತಿ ವಿಸರ್ಜನೆಗೆ ಅವಕಾಶ : ನಗರದಲ್ಲಿ ಪ್ರತಿಷ್ಠಾಪಿಸುವ ಗಣೇಶ ಮೂರ್ತಿಗಳನ್ನು ಗ್ರಾಮ ಪಂಚಾಯತಿ ಹಾಗೂ ನಗರಸಭೆಯ ಸೂಚಿತ ಸ್ಥಳಗಳಲ್ಲಿ ವಿಸರ್ಜನೆ ಮಾಡಬೇಕು. bbox=[742, 491, 852, 625]
birthday-line: ನಿಮ್ಮ ನಗು ಸದಾ ಹೀಗೆಯೇ ಇರಲಿ, bbox=[814, 1414, 892, 1422]
email-link[interactable]: suddigiduga@gmail.com bbox=[806, 130, 926, 141]
birthday-line: ಹುಟ್ಟುಹಬ್ಬದ ಶುಭಾಶಯಗಳು. bbox=[818, 1428, 888, 1436]
portrait bbox=[799, 1129, 907, 1249]
a3-headline-2: ಯೋಜನೆಗಳ ಕುರಿತು ಸಭೆ bbox=[328, 721, 468, 741]
birthday-ad-lines bbox=[749, 1257, 957, 1447]
masthead-left-box bbox=[57, 44, 248, 186]
a6-col3-text: ಮಾಧ್ಯಮದಲ್ಲಿ ಅಗತ್ಯ ಅಂತರಗಳ ಕುರಿತು ಪ್ರಚಾರ ನೀಡಬೇಕು. ಪ್ರತಿ ಪರೀಕ್ಷಾ ಕೇಂದ್ರದಲ್ಲಿ ಆರೋಗ್ಯ ಸಹಾಯಕರನ್ನು ನೇಮಿಸಿಕೊಳ್ಳಬೇಕು. ಅಧಿಕಾರಿಗಳಿಗೆ ಕ್ರಮಕೈಗೊಳ್ಳಬೇಕು ಎಂದು ಅಪರ ಜಿಲ್ಲಾಧಿಕಾರಿ ಅವರು ಸೂಚನೆ ನೀಡಿದರು. ಮೊದಲ ಅಧಿವೇಶನದ ಪರೀಕ್ಷೆ ೨೦ ಕೇಂದ್ರಗಳಲ್ಲಿ ನಡೆಯಲಿದ್ದು, ಒಟ್ಟು ೭,೭೪೬ ಅಭ್ಯರ್ಥಿಗಳು ಪರೀಕ್ಷೆ ಬರೆಯಲಿದ್ದಾರೆ. ಎರಡನೇ ಅಧಿವೇಶನ bbox=[742, 929, 852, 1018]
a6-headline-2: ಎಚ್ಚರಿಕೆಯಿಂದ ಪರೀಕ್ಷಾ ಕಾರ್ಯ ನಿರ್ವಹಿಸಲು ಸೂಚನೆ bbox=[557, 732, 919, 756]
wisher-name: ಶ್ರೀ ಎಸ್. ನಾರಾಯಣಾಚಾರ್ bbox=[816, 1469, 890, 1478]
a7-text: ಹೊಳಲ್ಕೆರೆ, ಆ. ೩೧ ತಾಲೂಕಿನ ವಿಶ್ವನಾಥನಹಳ್ಳಿ ಗ್ರಾಮದಲ್ಲಿ ಗೃಹಲಕ್ಷ್ಮಿ ಯೋಜನೆಗೆ ಚಾಲನೆ ನೀಡಲಾಯಿತು. ರಾಜ್ಯ ಸರ್ಕಾರದ ಪಂಚ ಗ್ಯಾರಂಟಿ ಯೋಜನೆಗಳಲ್ಲಿ ಒಂದಾದ ಗೃಹಲಕ್ಷ್ಮಿ ಯೋಜನೆ ಮನೆ ಯಜಮಾನಿ ಮಹಿಳೆಯರಿಗೆ ಪ್ರತಿ ತಿಂಗಳು ೨೦೦೦ ರೂ. ನೀಡಲಿದೆ. ನಂತರ ಮಾತನಾಡಿ, ಕಾಂಗ್ರೆಸ್ ಸರ್ಕಾರ ನುಡಿದಂತೆ ನಡೆಯುತ್ತಿದೆ. ಸರ್ಕಾರದ ಯೋಜನೆಗಳನ್ನು ಎಲ್ಲರೂ ಸದುಪಯೋಗ ಪಡಿಸಿಕೊಳ್ಳಬೇಕು. ಈ ಕಾರ್ಯಕ್ರಮದಲ್ಲಿ ಗ್ರಾಮ ಪಂಚಾಯಿತಿ ಅಧ್ಯಕ್ಷರು, ಸದಸ್ಯರು, ಮುಖಂಡರು ಹಾಗೂ ಗ್ರಾಮಸ್ಥರು ಉಪಸ್ಥಿತರಿದ್ದರು. bbox=[627, 1157, 737, 1291]
blog-link[interactable]: http://suddigiduga.blogspot.com bbox=[788, 96, 944, 107]
